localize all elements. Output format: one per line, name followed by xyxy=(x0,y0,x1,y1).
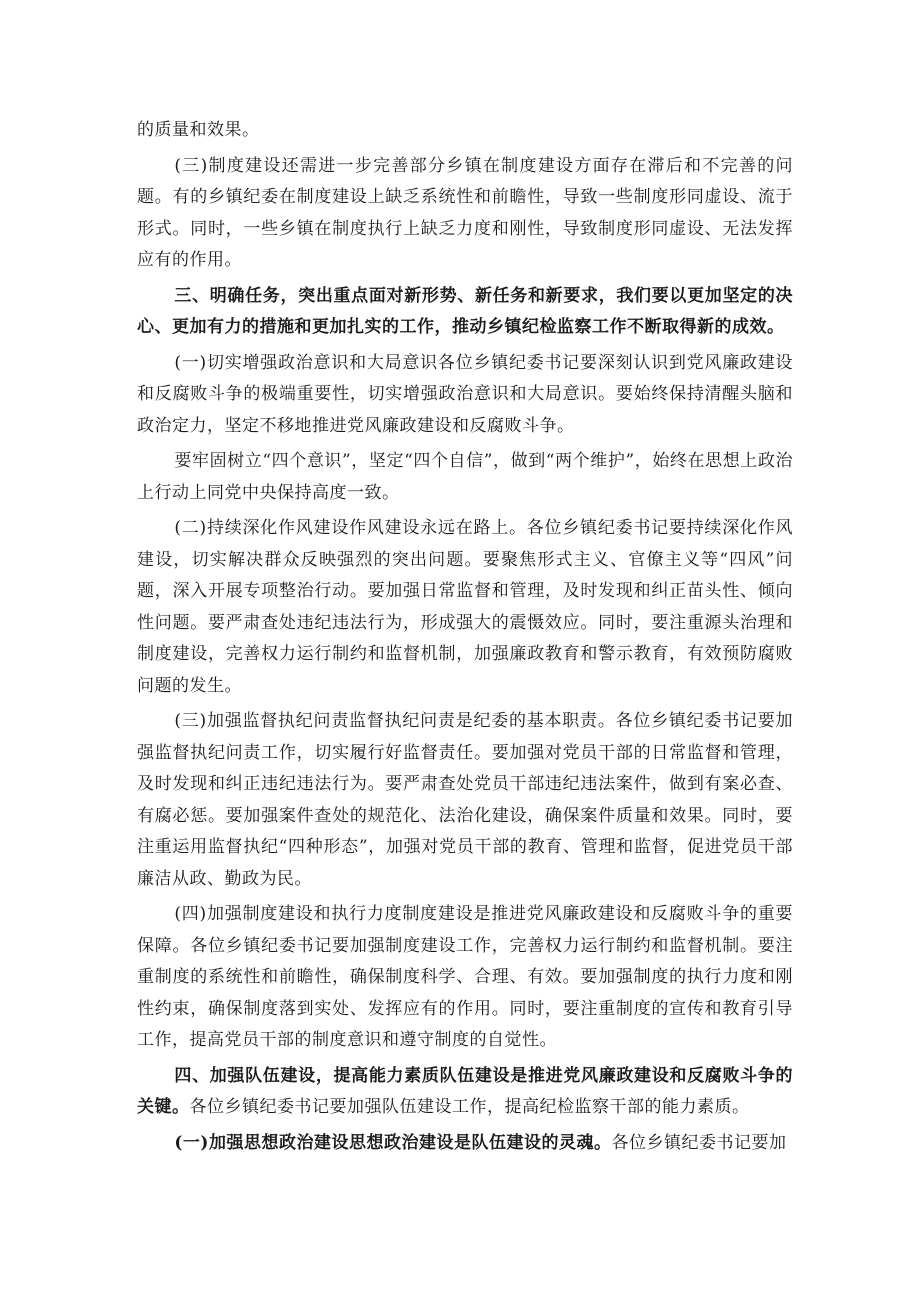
paragraph-text: 要牢固树立“四个意识”，坚定“四个自信”，做到“两个维护”，始终在思想上政治上行动上同党中央保持高度一致。 xyxy=(137,451,793,503)
paragraph-four-consciousness xyxy=(137,446,793,509)
paragraph-text: 的质量和效果。 xyxy=(137,120,260,140)
paragraph-text: 各位乡镇纪委书记要加 xyxy=(611,1132,787,1153)
section-heading-three xyxy=(137,281,793,344)
paragraph-institution-building xyxy=(137,899,793,1057)
paragraph-work-style xyxy=(137,513,793,702)
paragraph-text: (二)持续深化作风建设作风建设永远在路上。各位乡镇纪委书记要持续深化作风建设，切实解决群众反映强烈的突出问题。要聚焦形式主义、官僚主义等“四风”问题，深入开展专项整治行动。要加强日常监督和管理，及时发现和纠正苗头性、倾向性问题。要严肃查处违纪违法行为，形成强大的震慑效应。同时，要注重源头治理和制度建设，完善权力运行制约和监督机制，加强廉政教育和警示教育，有效预防腐败问题的发生。 xyxy=(137,518,793,696)
paragraph-ideological-building xyxy=(137,1128,793,1160)
paragraph-text: (三)加强监督执纪问责监督执纪问责是纪委的基本职责。各位乡镇纪委书记要加强监督执纪问责工作，切实履行好监督责任。要加强对党员干部的日常监督和管理，及时发现和纠正违纪违法行为。要严肃查处党员干部违纪违法案件，做到有案必查、有腐必惩。要加强案件查处的规范化、法治化建设，确保案件质量和效果。同时，要注重运用监督执纪“四种形态”，加强对党员干部的教育、管理和监督，促进党员干部廉洁从政、勤政为民。 xyxy=(137,711,793,889)
paragraph-institution-problem xyxy=(137,151,793,277)
paragraph-text: (四)加强制度建设和执行力度制度建设是推进党风廉政建设和反腐败斗争的重要保障。各位乡镇纪委书记要加强制度建设工作，完善权力运行制约和监督机制。要注重制度的系统性和前瞻性，确保制度科学、合理、有效。要加强制度的执行力度和刚性约束，确保制度落到实处、发挥应有的作用。同时，要注重制度的宣传和教育引导工作，提高党员干部的制度意识和遵守制度的自觉性。 xyxy=(137,904,793,1050)
paragraph-political-awareness xyxy=(137,348,793,443)
heading-bold-text: (一)加强思想政治建设思想政治建设是队伍建设的灵魂。 xyxy=(174,1132,612,1153)
heading-bold-text: 三、明确任务，突出重点面对新形势、新任务和新要求，我们要以更加坚定的决心、更加有力的措施和更加扎实的工作，推动乡镇纪检监察工作不断取得新的成效。 xyxy=(137,285,793,337)
paragraph-text: (三)制度建设还需进一步完善部分乡镇在制度建设方面存在滞后和不完善的问题。有的乡镇纪委在制度建设上缺乏系统性和前瞻性，导致一些制度形同虚设、流于形式。同时，一些乡镇在制度执行上缺乏力度和刚性，导致制度形同虚设、无法发挥应有的作用。 xyxy=(137,155,793,270)
paragraph-continuation xyxy=(137,115,793,147)
paragraph-text: 各位乡镇纪委书记要加强队伍建设工作，提高纪检监察干部的能力素质。 xyxy=(189,1097,750,1117)
paragraph-supervision xyxy=(137,706,793,895)
section-heading-four xyxy=(137,1061,793,1124)
document-body xyxy=(137,115,793,1159)
paragraph-text: (一)切实增强政治意识和大局意识各位乡镇纪委书记要深刻认识到党风廉政建设和反腐败斗争的极端重要性，切实增强政治意识和大局意识。要始终保持清醒头脑和政治定力，坚定不移地推进党风廉政建设和反腐败斗争。 xyxy=(137,352,793,436)
heading-bold-text: 四、加强队伍建设，提高能力素质队伍建设是推进党风廉政建设和反腐败斗争的关键。 xyxy=(137,1065,793,1117)
